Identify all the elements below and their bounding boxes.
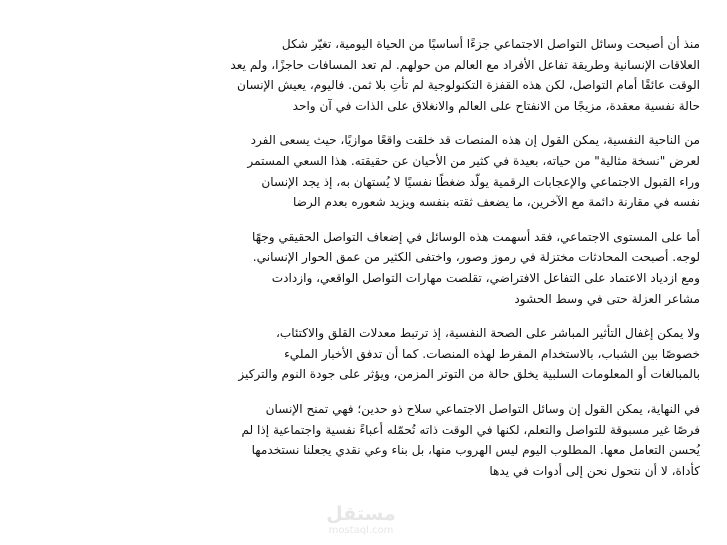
text-line: لعرض "نسخة مثالية" من حياته، بعيدة في كثير من الأحيان عن حقيقته. هذا السعي المستمر [247, 153, 700, 168]
text-line: العلاقات الإنسانية وطريقة تفاعل الأفراد مع العالم من حولهم. لم تعد المسافات حاجزًا، ولم يعد [230, 57, 700, 72]
text-line: خصوصًا بين الشباب، بالاستخدام المفرط لهذه المنصات. كما أن تدفق الأخبار المليء [284, 346, 700, 361]
text-line: بالمبالغات أو المعلومات السلبية يخلق حالة من التوتر المزمن، ويؤثر على جودة النوم والتركيز [238, 367, 700, 382]
paragraph-psychological [27, 130, 700, 212]
paragraph-intro [27, 34, 700, 116]
paragraph-conclusion [27, 399, 700, 481]
watermark-url: mostaql.com [328, 525, 394, 536]
text-line: مشاعر العزلة حتى في وسط الحشود [514, 291, 700, 306]
text-line: في النهاية، يمكن القول إن وسائل التواصل الاجتماعي سلاح ذو حدين؛ فهي تمنح الإنسان [265, 401, 700, 416]
text-line: الوقت عائقًا أمام التواصل، لكن هذه القفزة التكنولوجية لم تأتِ بلا ثمن. فاليوم، يعيش الإنسان [236, 78, 700, 93]
text-line: حالة نفسية معقدة، مزيجًا من الانفتاح على العالم والانغلاق على الذات في آن واحد [292, 98, 700, 113]
text-line: ولا يمكن إغفال التأثير المباشر على الصحة النفسية، إذ ترتبط معدلات القلق والاكتئاب، [276, 326, 700, 341]
text-line: وراء القبول الاجتماعي والإعجابات الرقمية يولّد ضغطًا نفسيًا لا يُستهان به، إذ يجد الإنسان [261, 174, 700, 189]
paragraph-social [27, 227, 700, 309]
watermark-logo: مستقل [326, 503, 396, 525]
text-line: لوجه. أصبحت المحادثات مختزلة في رموز وصور، واختفى الكثير من عمق الحوار الإنساني. [252, 250, 700, 265]
text-line: ومع ازدياد الاعتماد على التفاعل الافتراضي، تقلصت مهارات التواصل الواقعي، وازدادت [271, 270, 700, 285]
text-line: نفسه في مقارنة دائمة مع الآخرين، ما يضعف ثقته بنفسه ويزيد شعوره بعدم الرضا [292, 195, 700, 210]
text-line: يُحسن التعامل معها. المطلوب اليوم ليس الهروب منها، بل بناء وعي نقدي يجعلنا نستخدمها [251, 443, 700, 458]
text-line: من الناحية النفسية، يمكن القول إن هذه المنصات قد خلقت واقعًا موازيًا، حيث يسعى الفرد [250, 133, 700, 148]
text-line: منذ أن أصبحت وسائل التواصل الاجتماعي جزءًا أساسيًا من الحياة اليومية، تغيّر شكل [281, 37, 700, 51]
text-line: كأداة، لا أن نتحول نحن إلى أدوات في يدها [489, 463, 700, 478]
text-line: أما على المستوى الاجتماعي، فقد أسهمت هذه الوسائل في إضعاف التواصل الحقيقي وجهًا [252, 229, 700, 244]
text-line: فرصًا غير مسبوقة للتواصل والتعلم، لكنها في الوقت ذاته تُحمّله أعباءً نفسية واجتماعية إذا لم [241, 422, 700, 437]
watermark [316, 503, 406, 543]
paragraph-mental-health [27, 323, 700, 385]
